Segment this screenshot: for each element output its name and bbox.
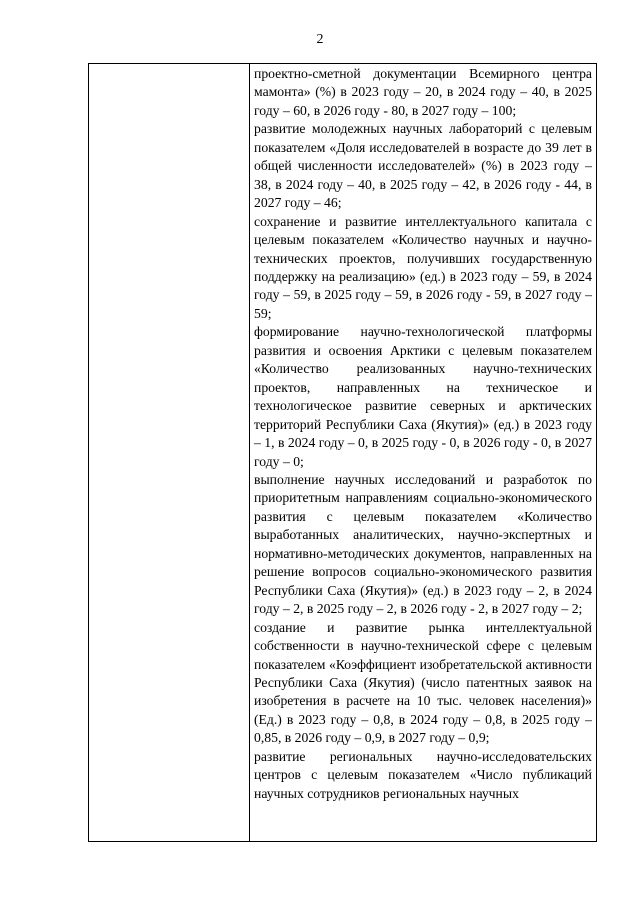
table-left-cell xyxy=(89,64,250,841)
paragraph-youth-labs: развитие молодежных научных лабораторий с целевым показателем «Доля исследователей в возрасте до 39 лет в общей численности исследователей» (%) в 2023 году – 38, в 2024 году – 40, в 2025 году – 42, в 2026 году - 44, в 2027 году – 46; xyxy=(254,121,592,211)
paragraph-arctic-platform: формирование научно-технологической платформы развития и освоения Арктики с целевым показателем «Количество реализованных научно-технических проектов, направленных на техническое и технологическое развитие северных и арктических территорий Республики Саха (Якутия)» (ед.) в 2023 году – 1, в 2024 году – 0, в 2025 году - 0, в 2026 году - 0, в 2027 году – 0; xyxy=(254,324,592,469)
page-number: 2 xyxy=(316,32,324,47)
paragraph-mammoth-center: проектно-сметной документации Всемирного центра мамонта» (%) в 2023 году – 20, в 2024 году – 40, в 2025 году – 60, в 2026 году - 80, в 2027 году – 100; xyxy=(254,66,592,118)
paragraph-list xyxy=(251,64,596,803)
paragraph-research-development: выполнение научных исследований и разработок по приоритетным направлениям социально-экономического развития с целевым показателем «Количество выработанных аналитических, научно-экспертных и нормативно-методических документов, направленных на решение вопросов социально-экономического развития Республики Саха (Якутия)» (ед.) в 2023 году – 2, в 2024 году – 2, в 2025 году – 2, в 2026 году - 2, в 2027 году – 2; xyxy=(254,471,592,617)
table-right-cell xyxy=(251,64,596,841)
paragraph-ip-market: создание и развитие рынка интеллектуальной собственности в научно-технической сфере с целевым показателем «Коэффициент изобретательской активности Республики Саха (Якутия) (число патентных заявок на изобретения в расчете на 10 тыс. человек населения)» (Ед.) в 2023 году – 0,8, в 2024 году – 0,8, в 2025 году – 0,85, в 2026 году – 0,9, в 2027 году – 0,9; xyxy=(254,619,592,746)
paragraph-intellectual-capital: сохранение и развитие интеллектуального капитала с целевым показателем «Количество научных и научно-технических проектов, получивших государственную поддержку на реализацию» (ед.) в 2023 году – 59, в 2024 году – 59, в 2025 году – 59, в 2026 году - 59, в 2027 году – 59; xyxy=(254,213,592,321)
document-table xyxy=(88,63,597,842)
paragraph-regional-centers: развитие региональных научно-исследовательских центров с целевым показателем «Число публикаций научных сотрудников региональных научных xyxy=(254,748,592,801)
